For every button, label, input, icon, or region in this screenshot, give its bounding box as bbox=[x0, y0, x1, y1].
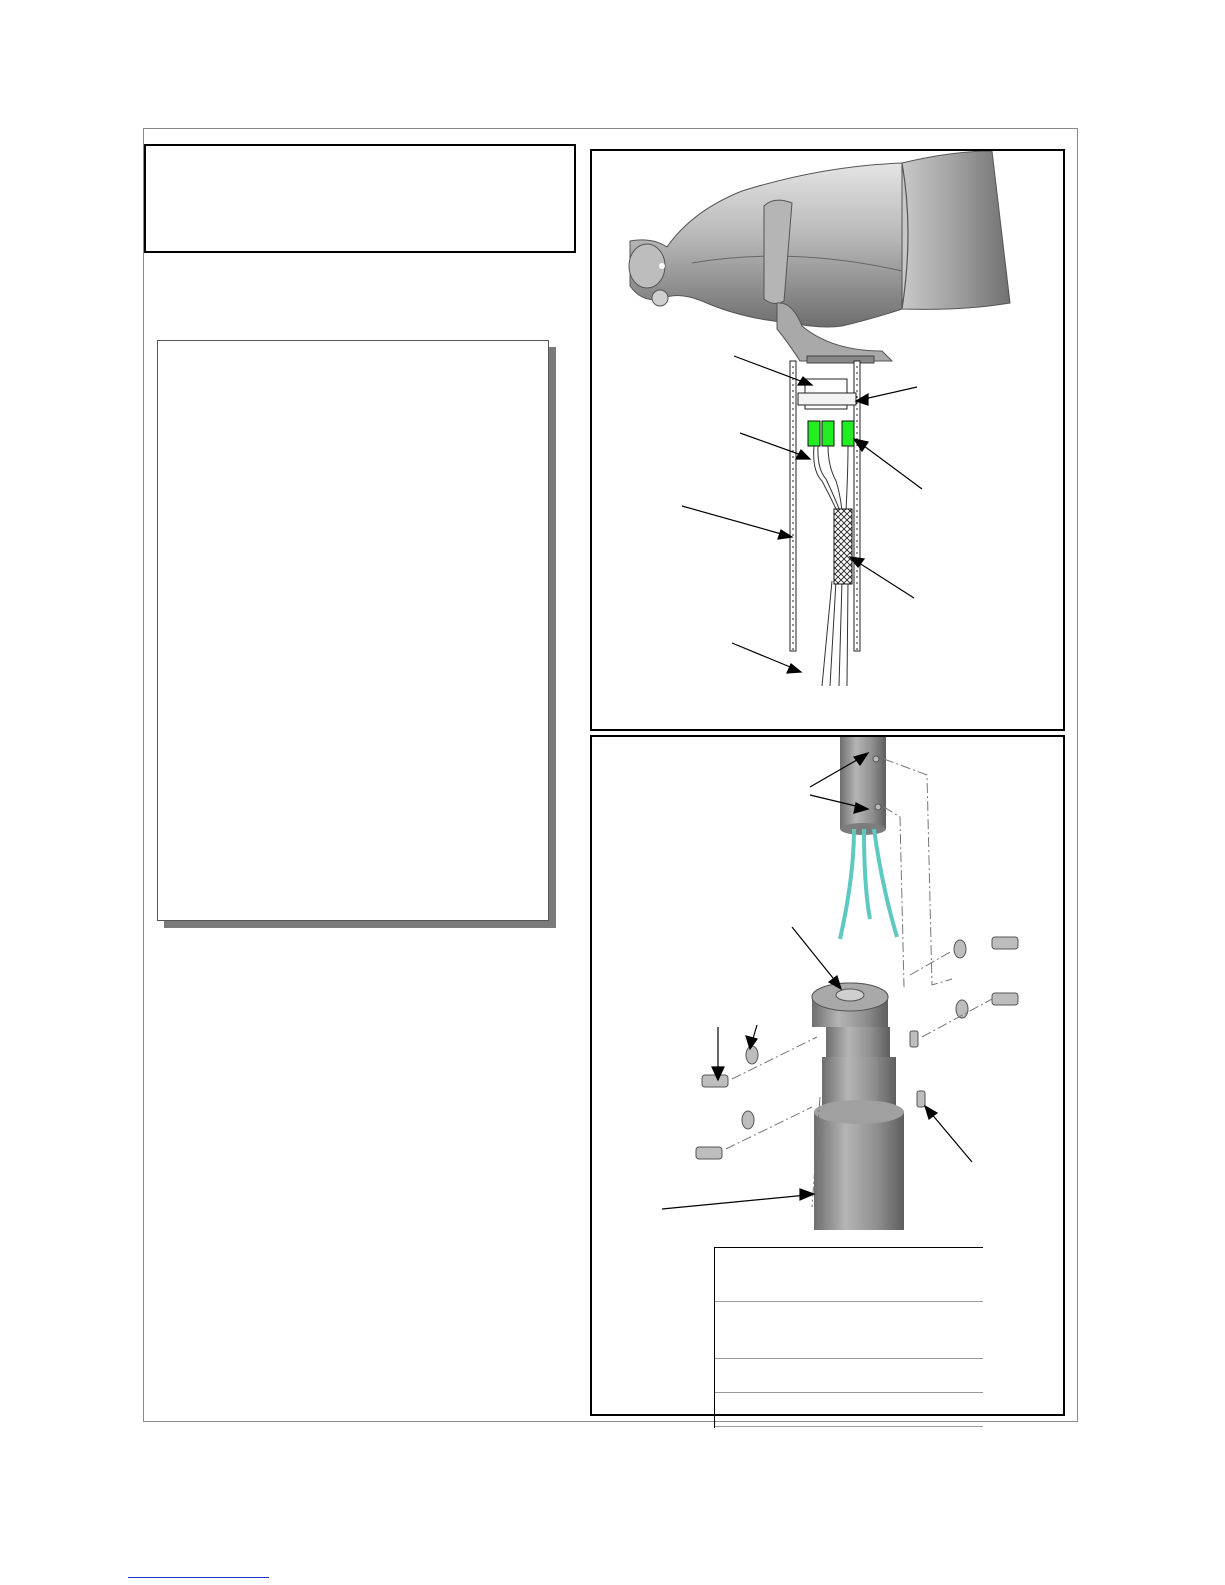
washer-icon bbox=[954, 940, 966, 958]
figure-motor-wiring bbox=[590, 149, 1065, 731]
title-box bbox=[144, 144, 576, 253]
parts-table bbox=[714, 1247, 983, 1428]
washer-icon bbox=[742, 1111, 754, 1129]
table-row bbox=[715, 1301, 983, 1302]
upper-mast-tube bbox=[840, 737, 886, 835]
table-row bbox=[715, 1426, 983, 1427]
teal-wires bbox=[840, 829, 897, 939]
table-row bbox=[715, 1392, 983, 1393]
braided-sleeve bbox=[834, 509, 852, 584]
mast-tube-section bbox=[790, 361, 860, 651]
note-box bbox=[157, 340, 549, 921]
wire-connectors bbox=[808, 421, 854, 446]
washer-icon bbox=[746, 1046, 758, 1064]
footer-link[interactable] bbox=[128, 1577, 269, 1578]
motor-wiring-illustration bbox=[592, 151, 1065, 731]
motor-housing bbox=[629, 151, 1010, 363]
table-row bbox=[715, 1358, 983, 1359]
mast-base bbox=[812, 983, 904, 1230]
